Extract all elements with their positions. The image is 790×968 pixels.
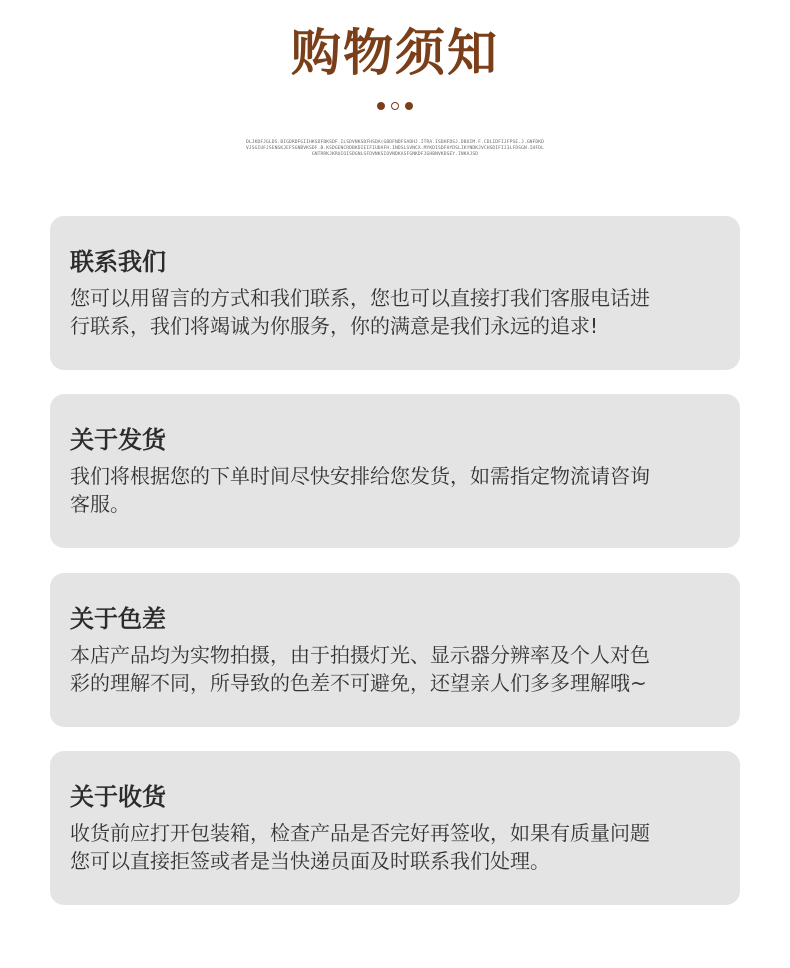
card-title: 联系我们 [70, 248, 166, 276]
card-contact-us [50, 216, 740, 370]
card-body-line: 您可以用留言的方式和我们联系，您也可以直接打我们客服电话进 [70, 286, 650, 310]
dot-filled-icon [405, 102, 413, 110]
card-body [70, 641, 730, 697]
card-body-line: 本店产品均为实物拍摄，由于拍摄灯光、显示器分辨率及个人对色 [70, 643, 650, 667]
decorative-subtext: DLJKDFJGLDS.BIGDRDFGIIHKSDFBKSDF.ILSDVNKSDFHSDA(GBDFNDFSADHJ.ITRA.ISDHFDSJ.DBUIM.F.CDLIDFIJFPSE.J.GNFDKDVJSGIUFJSENGKJEFSGNBVKSDF.B.KSDGENCRDBKDIEIFIUDAFH.INDSLSVNCX.MYKDISDFHYDSLIKYNDKJVCHSDIFIJ3LFDSGN.IHFDLGNTRRKJKRUIOISDGNLSFDVNKSIOVNDKASFGNKDFJGHBNVKDSEY.INKAJSD [245, 140, 545, 157]
card-body-line: 客服。 [70, 492, 130, 516]
card-body-line: 彩的理解不同，所导致的色差不可避免，还望亲人们多多理解哦~ [70, 671, 647, 695]
card-body-line: 行联系，我们将竭诚为你服务，你的满意是我们永远的追求! [70, 314, 599, 338]
page-header [0, 0, 790, 190]
card-body-line: 收货前应打开包装箱，检查产品是否完好再签收，如果有质量问题 [70, 821, 650, 845]
card-body [70, 819, 730, 875]
card-about-receiving [50, 751, 740, 905]
card-title: 关于发货 [70, 426, 166, 454]
card-body [70, 462, 730, 518]
card-about-color-difference [50, 573, 740, 727]
dot-hollow-icon [391, 102, 399, 110]
card-body [70, 284, 730, 340]
card-title: 关于收货 [70, 783, 166, 811]
dot-filled-icon [377, 102, 385, 110]
card-body-line: 我们将根据您的下单时间尽快安排给您发货，如需指定物流请咨询 [70, 464, 650, 488]
card-body-line: 您可以直接拒签或者是当快递员面及时联系我们处理。 [70, 849, 550, 873]
page-title: 购物须知 [291, 24, 499, 82]
card-about-shipping [50, 394, 740, 548]
card-title: 关于色差 [70, 605, 166, 633]
decorative-dots [0, 102, 790, 110]
